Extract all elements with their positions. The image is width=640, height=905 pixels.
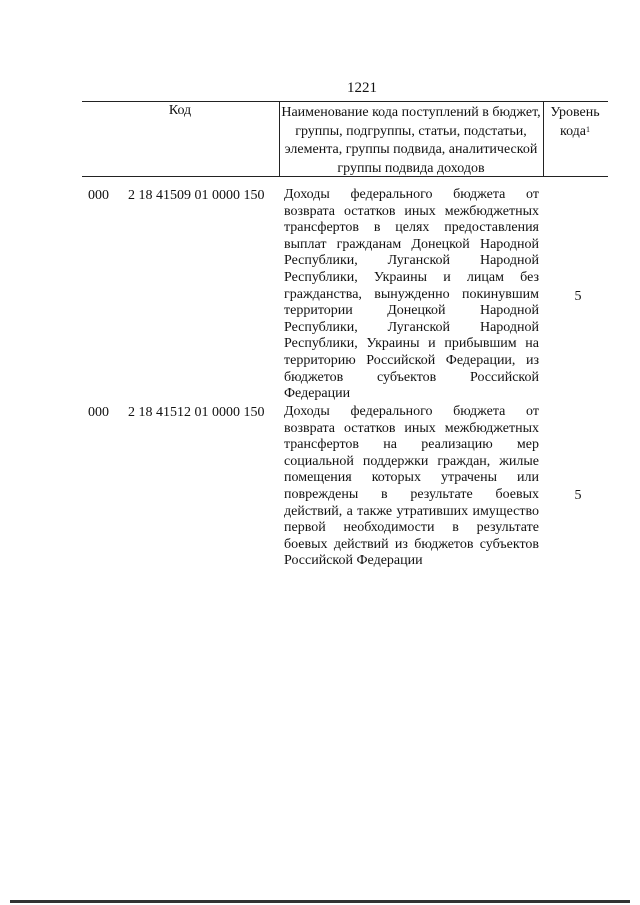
row-level: 5 bbox=[574, 289, 582, 304]
table-header-top-border bbox=[82, 101, 608, 102]
header-code: Код bbox=[168, 103, 192, 118]
row-admin-code: 000 bbox=[88, 188, 109, 203]
page-number: 1221 bbox=[347, 80, 377, 96]
row-admin-code: 000 bbox=[88, 405, 109, 420]
header-level bbox=[546, 104, 604, 141]
header-level-label: Уровень кода bbox=[550, 105, 600, 139]
table-header-divider-1 bbox=[279, 101, 280, 177]
row-description: Доходы федерального бюджета от возврата остатков иных межбюджетных трансфертов на реализацию мер социальной поддержки граждан, жилые помещения которых утрачены или повреждены в результате боевых действий, а также утративших имущество первой необходимости в результате боевых действий из бюджетов субъектов Российской Федерации bbox=[284, 404, 539, 569]
row-income-code: 2 18 41512 01 0000 150 bbox=[128, 405, 265, 420]
scan-bottom-edge bbox=[10, 900, 630, 903]
row-level: 5 bbox=[574, 488, 582, 503]
header-level-footnote: 1 bbox=[586, 124, 591, 134]
row-income-code: 2 18 41509 01 0000 150 bbox=[128, 188, 265, 203]
header-name: Наименование кода поступлений в бюджет, группы, подгруппы, статьи, подстатьи, элемента, группы подвида, аналитической группы подвида доходов bbox=[281, 105, 541, 176]
row-description: Доходы федерального бюджета от возврата остатков иных межбюджетных трансфертов в целях предоставления выплат гражданам Донецкой Народной Республики, Луганской Народной Республики, Украины и лицам без гражданства, вынужденно покинувшим территории Донецкой Народной Республики, Луганской Народной Республики, Украины и прибывшим на территорию Российской Федерации, из бюджетов субъектов Российской Федерации bbox=[284, 187, 539, 402]
table-header-divider-2 bbox=[543, 101, 544, 177]
